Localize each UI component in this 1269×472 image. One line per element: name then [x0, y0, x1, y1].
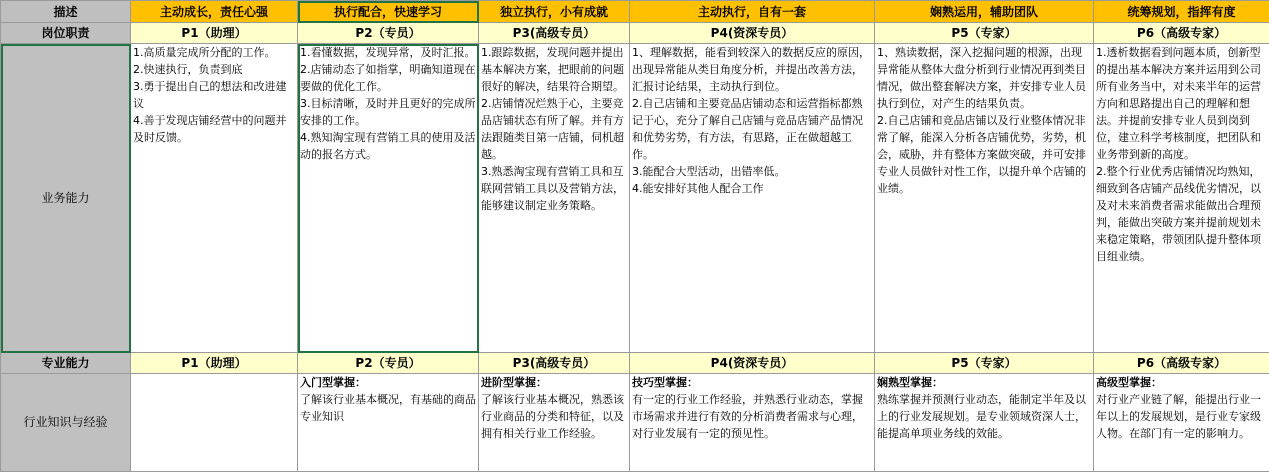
- knowledge-title: 入门型掌握：: [300, 374, 476, 391]
- business-cell-p1[interactable]: [131, 44, 298, 353]
- knowledge-title: 进阶型掌握：: [481, 374, 627, 391]
- business-item: 1、熟读数据，深入挖掘问题的根源，出现异常能从整体大盘分析到行业情况再到类目情况，做出整套解决方案，并安排专业人员执行到位，对产生的结果负责。: [877, 44, 1091, 112]
- business-cell-p3[interactable]: [479, 44, 630, 353]
- business-item: 3.勇于提出自己的想法和改进建议: [133, 78, 295, 112]
- business-item: 3.能配合大型活动，出错率低。: [632, 163, 872, 180]
- header-cell-1[interactable]: 主动成长，责任心强: [131, 1, 298, 23]
- level-cell-p6[interactable]: P6（高级专家）: [1094, 23, 1269, 44]
- business-cell-p4[interactable]: [630, 44, 875, 353]
- header-cell-6[interactable]: 统筹规划，指挥有度: [1094, 1, 1269, 23]
- business-item: 1.透析数据看到问题本质，创新型的提出基本解决方案并运用到公司所有业务当中，对未来半年的运营方向和思路提出自己的理解和想法。并提前安排专业人员到岗到位，建立科学考核制度，把团队和业务带到新的高度。: [1096, 44, 1267, 163]
- skills-levels-row: [1, 353, 1269, 374]
- skills-level-cell-p6[interactable]: P6（高级专家）: [1094, 353, 1269, 374]
- header-cell-2[interactable]: 执行配合，快速学习: [298, 1, 479, 23]
- business-item: 2.店铺动态了如指掌，明确知道现在要做的优化工作。: [300, 61, 476, 95]
- business-item: 3.熟悉淘宝现有营销工具和互联网营销工具以及营销方法，能够建议制定业务策略。: [481, 163, 627, 214]
- business-item: 4.熟知淘宝现有营销工具的使用及活动的报名方式。: [300, 129, 476, 163]
- row-label-knowledge[interactable]: 行业知识与经验: [1, 374, 131, 472]
- row-label-duties[interactable]: 岗位职责: [1, 23, 131, 44]
- header-desc-cell[interactable]: 描述: [1, 1, 131, 23]
- knowledge-title: 高级型掌握：: [1096, 374, 1267, 391]
- level-cell-p5[interactable]: P5（专家）: [875, 23, 1094, 44]
- knowledge-cell-p1[interactable]: [131, 374, 298, 472]
- row-label-skills[interactable]: 专业能力: [1, 353, 131, 374]
- knowledge-cell-p4[interactable]: [630, 374, 875, 472]
- knowledge-text: 熟练掌握并预测行业动态，能制定半年及以上的行业发展规划。是专业领域资深人士，能提高单项业务线的效能。: [877, 393, 1086, 440]
- knowledge-cell-p6[interactable]: [1094, 374, 1269, 472]
- skills-level-cell-p4[interactable]: P4(资深专员）: [630, 353, 875, 374]
- business-item: 4.善于发现店铺经营中的问题并及时反馈。: [133, 112, 295, 146]
- level-cell-p2[interactable]: P2（专员）: [298, 23, 479, 44]
- business-item: 3.目标清晰，及时并且更好的完成所安排的工作。: [300, 95, 476, 129]
- business-item: 1、理解数据，能看到较深入的数据反应的原因，出现异常能从类目角度分析，并提出改善方法，汇报讨论结果，主动执行到位。: [632, 44, 872, 95]
- business-cell-p5[interactable]: [875, 44, 1094, 353]
- business-item: 2.整个行业优秀店铺情况均熟知，细致到各店铺产品线优劣情况，以及对未来消费者需求能做出合理预判，能做出突破方案并提前规划未来稳定策略，带领团队提升整体项目组业绩。: [1096, 163, 1267, 265]
- header-cell-4[interactable]: 主动执行，自有一套: [630, 1, 875, 23]
- business-item: 2.快速执行，负责到底: [133, 61, 295, 78]
- header-cell-5[interactable]: 娴熟运用，辅助团队: [875, 1, 1094, 23]
- skills-level-cell-p3[interactable]: P3(高级专员）: [479, 353, 630, 374]
- knowledge-cell-p2[interactable]: [298, 374, 479, 472]
- skills-level-cell-p1[interactable]: P1（助理）: [131, 353, 298, 374]
- level-cell-p4[interactable]: P4(资深专员）: [630, 23, 875, 44]
- knowledge-row: [1, 374, 1269, 472]
- skills-level-cell-p5[interactable]: P5（专家）: [875, 353, 1094, 374]
- business-item: 1.高质量完成所分配的工作。: [133, 44, 295, 61]
- knowledge-cell-p3[interactable]: [479, 374, 630, 472]
- business-item: 1.看懂数据，发现异常，及时汇报。: [300, 44, 476, 61]
- business-cell-p6[interactable]: [1094, 44, 1269, 353]
- knowledge-text: 对行业产业链了解，能提出行业一年以上的发展规划，是行业专家级人物。在部门有一定的影响力。: [1096, 393, 1261, 440]
- business-item: 2.自己店铺和竞品店铺以及行业整体情况非常了解，能深入分析各店铺优势，劣势，机会，威胁，并有整体方案做突破，并可安排专业人员做针对性工作，以提升单个店铺的业绩。: [877, 112, 1091, 197]
- business-row: [1, 44, 1269, 353]
- skills-level-cell-p2[interactable]: P2（专员）: [298, 353, 479, 374]
- knowledge-cell-p5[interactable]: [875, 374, 1094, 472]
- business-item: 2.店铺情况烂熟于心，主要竞品店铺状态有所了解。并有方法跟随类目第一店铺，伺机超越。: [481, 95, 627, 163]
- knowledge-text: 了解该行业基本概况，熟悉该行业商品的分类和特征，以及拥有相关行业工作经验。: [481, 393, 624, 440]
- header-cell-3[interactable]: 独立执行，小有成就: [479, 1, 630, 23]
- business-cell-p2[interactable]: [298, 44, 479, 353]
- knowledge-text: 有一定的行业工作经验，并熟悉行业动态，掌握市场需求并进行有效的分析消费者需求与心理，对行业发展有一定的预见性。: [632, 393, 863, 440]
- level-cell-p3[interactable]: P3(高级专员）: [479, 23, 630, 44]
- levels-row: [1, 23, 1269, 44]
- business-item: 1.跟踪数据，发现问题并提出基本解决方案，把眼前的问题很好的解决，结果符合期望。: [481, 44, 627, 95]
- knowledge-title: 技巧型掌握：: [632, 374, 872, 391]
- row-label-business[interactable]: 业务能力: [1, 44, 131, 353]
- business-item: 4.能安排好其他人配合工作: [632, 180, 872, 197]
- header-row: [1, 1, 1269, 23]
- business-item: 2.自己店铺和主要竞品店铺动态和运营指标都熟记于心，充分了解自己店铺与竞品店铺产品情况和优势劣势，有方法，有思路，正在做超越工作。: [632, 95, 872, 163]
- knowledge-text: 了解该行业基本概况，有基础的商品专业知识: [300, 393, 476, 423]
- knowledge-title: 娴熟型掌握：: [877, 374, 1091, 391]
- level-cell-p1[interactable]: P1（助理）: [131, 23, 298, 44]
